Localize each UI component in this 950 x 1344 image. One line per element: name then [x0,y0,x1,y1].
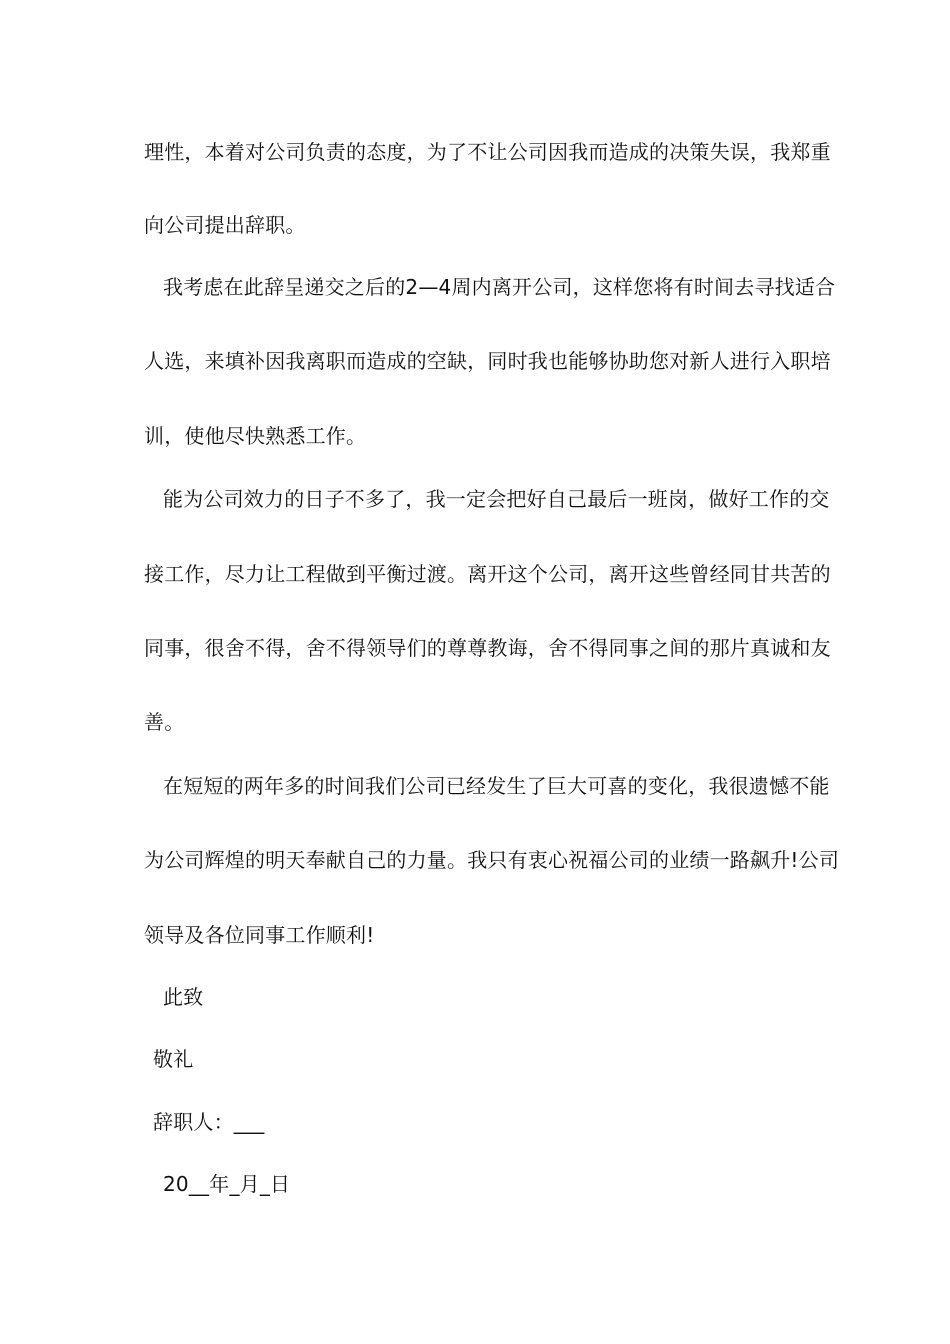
paragraph-3-line-2: 接工作，尽力让工程做到平衡过渡。离开这个公司，离开这些曾经同甘共苦的 [144,562,831,586]
paragraph-4-line-1: 在短短的两年多的时间我们公司已经发生了巨大可喜的变化，我很遗憾不能 [163,774,830,798]
date-line: 20__年_月_日 [163,1172,291,1196]
paragraph-2-line-2: 人选，来填补因我离职而造成的空缺，同时我也能够协助您对新人进行入职培 [144,349,831,373]
paragraph-1-line-1: 理性，本着对公司负责的态度，为了不让公司因我而造成的决策失误，我郑重 [144,140,831,164]
paragraph-1-line-2: 向公司提出辞职。 [144,213,306,237]
paragraph-3-line-4: 善。 [144,710,185,734]
closing-regards: 敬礼 [153,1047,194,1071]
closing-salutation: 此致 [163,985,204,1009]
paragraph-3-line-1: 能为公司效力的日子不多了，我一定会把好自己最后一班岗，做好工作的交 [163,487,830,511]
paragraph-2-line-3: 训，使他尽快熟悉工作。 [144,424,367,448]
paragraph-2-line-1: 我考虑在此辞呈递交之后的2—4周内离开公司，这样您将有时间去寻找适合 [163,275,836,299]
paragraph-4-line-3: 领导及各位同事工作顺利! [144,923,375,947]
paragraph-3-line-3: 同事，很舍不得，舍不得领导们的尊尊教诲，舍不得同事之间的那片真诚和友 [144,636,831,660]
signature-line: 辞职人：___ [153,1110,265,1134]
paragraph-4-line-2: 为公司辉煌的明天奉献自己的力量。我只有衷心祝福公司的业绩一路飙升!公司 [144,848,840,872]
